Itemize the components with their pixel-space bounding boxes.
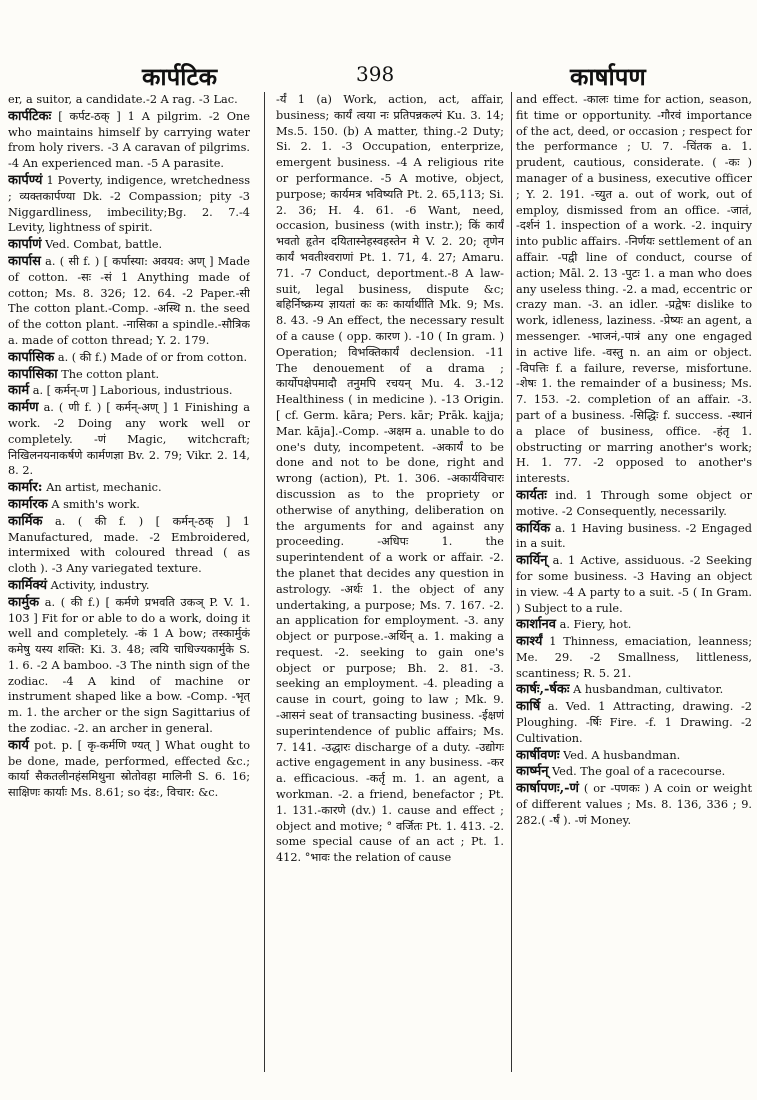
entry-body: A husbandman, cultivator. bbox=[573, 683, 724, 697]
dictionary-entry bbox=[516, 92, 752, 487]
entry-body: 1 Poverty, indigence, wretchedness ; व्यक्तकार्पण्या Dk. -2 Compassion; pity -3 Niggardliness, imbecility;Bg. 2. 7.-4 Levity, lightness of spirit. bbox=[8, 173, 250, 235]
column-divider bbox=[264, 92, 265, 1072]
entry-body: a. ( की f. ) [ कर्मन्-ठक् ] 1 Manufactured, made. -2 Embroidered, intermixed with coloured thread ( as cloth ). -3 Any variegated texture. bbox=[8, 514, 250, 576]
headword: कार्श्यं bbox=[516, 634, 543, 650]
dictionary-entry bbox=[516, 521, 752, 553]
dictionary-entry bbox=[8, 173, 250, 236]
dictionary-entry bbox=[516, 634, 752, 681]
entry-body: a. ( की f.) Made of or from cotton. bbox=[57, 350, 248, 364]
entry-body: The cotton plant. bbox=[61, 367, 160, 381]
entry-body: a. ( सी f. ) [ कर्पास्या: अवयव: अण् ] Made of cotton. -सः -सं 1 Anything made of cotton; Ms. 8. 326; 12. 64. -2 Paper.-सी The cotton plant.-Comp. -अस्थि n. the seed of the cotton plant. -नासिका a spindle.-सौत्रिक a. made of cotton thread; Y. 2. 179. bbox=[8, 254, 250, 347]
headword: कार्षि bbox=[516, 699, 541, 715]
dictionary-entry bbox=[516, 699, 752, 746]
column-divider bbox=[511, 92, 512, 1072]
text-columns bbox=[8, 92, 752, 1092]
dictionary-entry bbox=[516, 488, 752, 520]
headword: कार्पासिक bbox=[8, 349, 55, 365]
dictionary-entry bbox=[276, 92, 504, 866]
dictionary-entry bbox=[8, 383, 250, 399]
dictionary-entry bbox=[8, 578, 250, 594]
column-3 bbox=[516, 92, 752, 1092]
entry-body: Ved. A husbandman. bbox=[563, 748, 681, 762]
headword: कार्मार: bbox=[8, 480, 43, 496]
dictionary-entry bbox=[8, 254, 250, 349]
dictionary-entry bbox=[516, 781, 752, 828]
dictionary-entry bbox=[8, 595, 250, 737]
headword: कार्पासिका bbox=[8, 366, 58, 382]
headword: कार्मिक bbox=[8, 513, 43, 529]
column-1 bbox=[8, 92, 250, 1092]
headword: कार्म bbox=[8, 383, 30, 399]
entry-body: A smith's work. bbox=[51, 497, 140, 511]
dictionary-entry bbox=[516, 553, 752, 616]
dictionary-entry bbox=[8, 480, 250, 496]
headword: कार्मिक्यं bbox=[8, 577, 47, 593]
dictionary-entry bbox=[8, 237, 250, 253]
headword: कार्षीवणः bbox=[516, 747, 560, 763]
running-head-left: कार्पटिक bbox=[142, 62, 218, 91]
headword: कार्य bbox=[8, 737, 29, 753]
entry-body: ind. 1 Through some object or motive. -2 Consequently, necessarily. bbox=[516, 488, 752, 518]
entry-body: [ कर्पट-ठक् ] 1 A pilgrim. -2 One who maintains himself by carrying water from holy rivers. -3 A caravan of pilgrims. -4 An experienced man. -5 A parasite. bbox=[8, 109, 250, 171]
entry-body: a. Fiery, hot. bbox=[559, 618, 632, 632]
headword: कार्मारक bbox=[8, 496, 48, 512]
headword: कार्पास bbox=[8, 253, 41, 269]
dictionary-entry bbox=[8, 109, 250, 172]
dictionary-entry bbox=[8, 497, 250, 513]
entry-body: 1 Thinness, emaciation, leanness; Me. 29. -2 Smallness, littleness, scantiness; R. 5. 21. bbox=[516, 635, 752, 680]
entry-body: a. 1 Having business. -2 Engaged in a suit. bbox=[516, 521, 752, 551]
entry-body: An artist, mechanic. bbox=[46, 481, 162, 495]
entry-body: ( or -पणकः ) A coin or weight of different values ; Ms. 8. 136, 336 ; 9. 282.( -र्षं ). -णं Money. bbox=[516, 782, 752, 827]
entry-body: Activity, industry. bbox=[50, 578, 150, 592]
page-number: 398 bbox=[356, 62, 395, 86]
headword: कार्पाणं bbox=[8, 237, 42, 253]
dictionary-entry bbox=[8, 514, 250, 577]
headword: कार्यिक bbox=[516, 520, 551, 536]
headword: कार्शानव bbox=[516, 617, 557, 633]
entry-body: pot. p. [ कृ-कर्मणि ण्यत् ] What ought to be done, made, performed, effected &c.; कार्या सैकतलीनहंसमिथुना स्रोतोवहा मालिनी S. 6. 16; साक्षिणः कार्याः Ms. 8.61; so दंड:, विचार: &c. bbox=[8, 738, 250, 800]
dictionary-entry bbox=[516, 748, 752, 764]
headword: कार्पटिकः bbox=[8, 108, 52, 124]
headword: कार्पण्यं bbox=[8, 172, 43, 188]
dictionary-entry bbox=[8, 367, 250, 383]
headword: कार्मण bbox=[8, 400, 39, 416]
dictionary-entry bbox=[8, 400, 250, 479]
dictionary-entry bbox=[8, 92, 250, 108]
dictionary-entry bbox=[516, 617, 752, 633]
entry-body: a. 1 Active, assiduous. -2 Seeking for some business. -3 Having an object in view. -4 A party to a suit. -5 ( In Gram. ) Subject to a rule. bbox=[516, 554, 752, 615]
dictionary-entry bbox=[516, 682, 752, 698]
entry-body: a. ( णी f. ) [ कर्मन्-अण् ] 1 Finishing a work. -2 Doing any work well or completely. -णं Magic, witchcraft; निखिलनयनाकर्षणे कार्मणज्ञा Bv. 2. 79; Vikr. 2. 14, 8. 2. bbox=[8, 401, 250, 478]
headword: कार्ष्मन् bbox=[516, 764, 549, 780]
headword: कार्यतः bbox=[516, 487, 547, 503]
entry-body: Ved. The goal of a racecourse. bbox=[552, 765, 726, 779]
entry-body: and effect. -कालः time for action, season, fit time or opportunity. -गौरवं importance of the act, deed, or occasion ; respect for the performance ; U. 7. -चिंतक a. 1. prudent, cautious, considerate. ( -कः ) manager of a business, executive officer ; Y. 2. 191. -च्युत a. out of work, out of employ, dismissed from an office. -जातं, -दर्शनं 1. inspection of a work. -2. inquiry into public affairs. -निर्णयः settlement of an affair. -पद्वी line of conduct, course of action; Māl. 2. 13 -पुटः 1. a man who does any useless thing. -2. a mad, eccentric or crazy man. -3. an idler. -प्रद्वेषः dislike to work, idleness, laziness. -प्रेष्यः an agent, a messenger. -भाजनं,-पात्रं any one engaged in active life. -वस्तु n. an aim or object. -विपत्तिः f. a failure, reverse, misfortune. -शेषः 1. the remainder of a business; Ms. 7. 153. -2. completion of an affair. -3. part of a business. -सिद्धिः f. success. -स्थानं a place of business, office. -हंतृ 1. obstructing or marring another's work; H. 1. 77. -2 opposed to another's interests. bbox=[516, 93, 752, 486]
headword: कार्षापणः,-णं bbox=[516, 781, 579, 797]
headword: कार्यिन् bbox=[516, 553, 548, 569]
entry-body: er, a suitor, a candidate.-2 A rag. -3 Lac. bbox=[8, 93, 238, 106]
column-2 bbox=[276, 92, 504, 1092]
entry-body: a. Ved. 1 Attracting, drawing. -2 Ploughing. -र्षिः Fire. -f. 1 Drawing. -2 Cultivation. bbox=[516, 700, 752, 745]
entry-body: -र्यं 1 (a) Work, action, act, affair, business; कार्यं त्वया नः प्रतिपन्नकल्पं Ku. 3. 14; Ms.5. 150. (b) A matter, thing.-2 Duty; Si. 2. 1. -3 Occupation, enterprize, emergent business. -4 A religious rite or performance. -5 A motive, object, purpose; कार्यमत्र भविष्यति Pt. 2. 65,113; Si. 2. 36; H. 4. 61. -6 Want, need, occasion, business (with instr.); किं कार्यं भवतो हृतेन दयितास्नेहस्वहस्तेन मे V. 2. 20; तृणेन कार्यं भवतीश्वराणां Pt. 1. 71, 4. 27; Amaru. 71. -7 Conduct, deportment.-8 A law-suit, legal business, dispute &c; बहिर्निष्क्रम्य ज्ञायतां कः कः कार्यार्थीति Mk. 9; Ms. 8. 43. -9 An effect, the necessary result of a cause ( opp. कारण ). -10 ( In gram. ) Operation; विभक्तिकार्यं declension. -11 The denouement of a drama ; कार्योपक्षेपमादौ तनुमपि रचयन् Mu. 4. 3.-12 Healthiness ( in medicine ). -13 Origin. [ cf. Germ. kāra; Pers. kār; Prāk. kajja; Mar. kāja].-Comp. -अक्षम a. unable to do one's duty, incompetent. -अकार्यं to be done and not to be done, right and wrong (action), Pt. 1. 306. -अकार्यविचारः discussion as to the propriety or otherwise of anything, deliberation on the arguments for and against any proceeding. -अधिपः 1. the superintendent of a work or affair. -2. the planet that decides any question in astrology. -अर्थः 1. the object of any undertaking, a purpose; Ms. 7. 167. -2. an application for employment. -3. any object or purpose.-अर्थिन् a. 1. making a request. -2. seeking to gain one's object or purpose; Bh. 2. 81. -3. seeking an employment. -4. pleading a cause in court, going to law ; Mk. 9. -आसनं seat of transacting business. -ईक्षणं superintendence of public affairs; Ms. 7. 141. -उद्धारः discharge of a duty. -उद्योगः active engagement in any business. -कर a. efficacious. -कर्तृ m. 1. an agent, a workman. -2. a friend, benefactor ; Pt. 1. 131.-कारणे (dv.) 1. cause and effect ; object and motive; ° वर्जितः Pt. 1. 413. -2. some special cause of an act ; Pt. 1. 412. °भावः the relation of cause bbox=[276, 93, 504, 865]
entry-body: a. ( की f.) [ कर्मणे प्रभवति उकञ् P. V. 1. 103 ] Fit for or able to do a work, doing it well and completely. -कं 1 A bow; तस्कार्मुकं कमेषु यस्य शक्ति: Ki. 3. 48; त्वयि चाधिज्यकार्मुके S. 1. 6. -2 A bamboo. -3 The ninth sign of the zodiac. -4 A kind of machine or instrument shaped like a bow. -Comp. -भृत् m. 1. the archer or the sign Sagittarius of the zodiac. -2. an archer in general. bbox=[8, 595, 250, 736]
running-head-right: कार्षापण bbox=[570, 62, 646, 91]
headword: कार्षः,-र्षकः bbox=[516, 682, 570, 698]
dictionary-entry bbox=[8, 350, 250, 366]
dictionary-entry bbox=[516, 764, 752, 780]
entry-body: a. [ कर्मन्-ण ] Laborious, industrious. bbox=[32, 384, 233, 398]
entry-body: Ved. Combat, battle. bbox=[45, 238, 163, 252]
headword: कार्मुक bbox=[8, 594, 40, 610]
dictionary-entry bbox=[8, 738, 250, 801]
